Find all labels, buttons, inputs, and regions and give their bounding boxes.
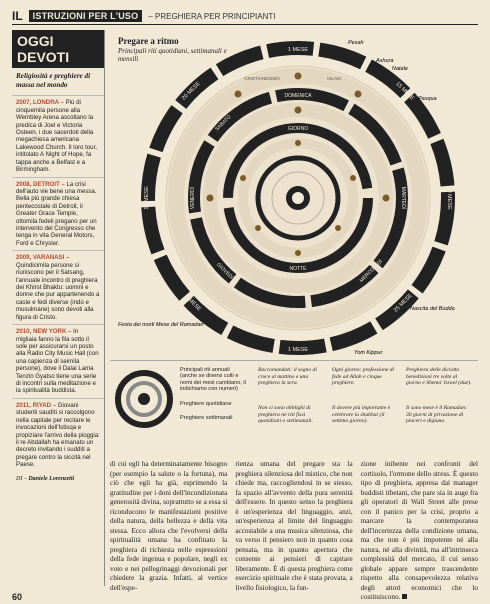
marker-icon [295,73,302,80]
entry-text: La crisi dell'auto vie bene una messa. Bella più grande chiesa pentecostale di Detroit, il Greater Grace Temple, ottomila fedeli pregano per un intervento del Congresso che tenga in vita General Motors, Ford e Chrysler. [16,180,97,247]
label-month-top-left: 20 MESE [180,80,202,102]
author-name: Daniele Lorenzetti [28,475,75,482]
label-month-left: 10 MESE [144,186,150,210]
entry-text: Giovani studenti saudìti si raccolgono nella capitale per recitare le invocazioni dell'Istisqa e propiziare l'arrivo della pioggia: il re Abdallah ha emanato un decreto invitando i sudditi a pregare contro la siccità nel Paese. [16,401,100,469]
annotation-natale: Natale [392,66,408,72]
legend-item: Preghiera delle diciotto benedizioni tre volte al giorno e Shema' Israel (due). [406,367,472,387]
subsection-label: – PREGHIERA PER PRINCIPIANTI [148,11,276,21]
legend [110,360,478,453]
marker-icon [295,107,302,114]
page-header [12,8,478,25]
marker-icon [355,91,362,98]
label-week-top-left: SABATO [214,114,233,133]
legend-label-annual: Principali riti annuali (anche se diversi culti e nomi dei mesi cambiano, li indichiamo con numeri) [180,367,246,393]
entry-city: 2008, DETROIT – [16,180,65,188]
magazine-logo: IL [12,9,23,23]
sidebar-title: OGGI DEVOTI [12,30,104,68]
sidebar [12,30,105,586]
end-mark-icon [402,594,407,599]
sidebar-entry [12,324,104,398]
marker-icon [207,195,214,202]
label-week-top: DOMENICA [284,93,312,99]
entry-city: 2011, RIYAD – [16,401,57,409]
marker-icon [350,175,356,181]
main-content [110,30,478,601]
label-day-top: GIORNO [287,126,309,132]
entry-text: Più di cinquemila persone alla Wembley Arena ascoltano la predica di Joel e Victoria Osteen, i due sacerdoti della megachiesa americana Lakewood Church. Il loro tour, intitolato A Night of Hope, fa tappa anche a Belfast e a Birmingham. [16,99,97,174]
author-byline [16,476,100,482]
marker-icon [383,195,390,202]
graphic-title: Pregare a ritmo [118,36,179,46]
label-day-bottom: NOTTE [289,266,307,272]
author-prefix: DI – [16,475,27,482]
sidebar-entry [12,177,104,251]
marker-icon [295,250,301,256]
label-month-bottom-left: 5 MESE [183,294,202,313]
legend-item: Il dovere più importante è celebrare la shabbat (il settimo giorno). [332,405,391,425]
annotation-ashura: Ashura [376,58,394,64]
label-month-top-right: 15 MESE [394,80,416,102]
annotation-pesah: Pesah [348,40,364,46]
sidebar-subtitle: Religiosità e preghiere di massa nel mondo [16,72,91,89]
article-column-3 [360,460,478,601]
entry-city: 2010, NEW YORK – [16,328,72,336]
entry-city: 2009, VARANASI – [16,254,70,262]
label-religion-b: ISLAM [327,76,341,81]
label-month-bottom: 1 MESE [287,347,309,353]
legend-item: Non ci sono obblighi di preghiera né riti fissi quotidiani o settimanali. [258,405,313,425]
entry-city: 2007, LONDRA – [16,99,64,107]
section-label: ISTRUZIONI PER L'USO [29,10,143,22]
page-number: 60 [12,592,23,602]
label-month-top: 1 MESE [287,47,309,53]
label-week-left: VENERDÌ [190,186,196,210]
label-week-right: MARTEDÌ [400,186,406,210]
annotation-nascita: Nascita del Budda [410,306,455,312]
annotation-pasqua: Pasqua [418,96,437,102]
legend-label-weekly: Preghiere settimanali [180,415,233,421]
marker-icon [235,91,242,98]
label-month-right: 30 MESE [446,186,452,210]
label-week-bottom-right: MERCOLEDÌ [358,258,384,284]
article-body [110,460,478,601]
article-column-2: rienza umana del pregare sta la preghiera silenziosa del mistico, che non chiede ma, raccogliendosi in se stesso, fa spazio all'avvento della pura serenità dell'essere. In questo senso la preghiera è un'esperienza del linguaggio, anzi, un'esperienza al limite del linguaggio accostabile a una musica silenziosa, che va verso il pensiero non in quanto cosa pensata, ma in quanto apertura che consente ai pensieri di capitare liberamente. È di questa preghiera come esercizio spirituale che è stata provata, a livello fisiologico, la fun- [235,460,353,592]
legend-item: Il sono mese è il Ramadan: 30 giorni di privazione di piaceri e digiuno. [406,405,468,425]
marker-icon [240,175,246,181]
entry-text: In migliaia fanno la fila sotto il sole per assicurarsi un posto alla Radio City Music Hall (con una capienza di seimila persone), dove il Dalai Lama Tenzin Gyatso tiene una serie di incontri sulla meditazione e la spiritualità buddista. [16,328,99,395]
sidebar-entry [12,398,104,472]
legend-ring-icon [114,369,174,429]
ritual-wheel-diagram [110,30,478,360]
entry-text: Quindicimila persone si riuniscono per il Satsang, l'annuale incontro di preghiera dei Khirst Bhaktu: uomini e donne che pur appartenendo a caste e fedi diverse (indù e musulmane) sono devoti alla figura di Cristo. [16,261,100,321]
marker-icon [335,225,341,231]
label-religion-a: CRISTIANESIMO [244,76,280,81]
marker-icon [295,140,301,146]
marker-icon [255,225,261,231]
legend-item: Ogni giorno: professione di fede ad Allah e cinque preghiere. [332,367,395,387]
label-week-bottom-left: GIOVEDÌ [215,261,235,281]
legend-item: Raccomandati: il segno di croce al mattino e una preghiera la sera. [258,367,317,387]
graphic-subtitle: Principali riti quotidiani, settimanali e mensili [118,47,227,64]
annotation-yom: Yom Kippur [354,350,383,356]
sidebar-entry [12,95,104,176]
annotation-festa: Festa dei morti Mese del Ramadan [118,322,204,328]
legend-label-daily: Preghiere quotidiane [180,401,232,407]
article-column-1: di cui egli ha determinatamente bisogno (per esempio la salute o la fortuna), ma ciò che egli ha già, esprimendo la gratitudine per i doni dell'incondizionata generosità divina, soprattutto se a essa si riconducono le manifestazioni positive della natura, della bellezza e della vita stessa. Ecco allora che l'evolversi della spiritualità umana ha confinato la preghiera di richiesta nelle espressioni della fede ingenua e popolare, negli ex voto e nei pellegrinaggi devozionali per chiedere la grazia. Infatti, al vertice dell'espe- [110,460,228,592]
center-dot [292,192,304,204]
sidebar-entry [12,250,104,324]
label-month-bottom-right: 25 MESE [392,292,414,314]
article-column-3-text: zione inibente nei confronti del cortisolo, l'ormone dello stress. È questo tipo di preghiera, appresa dai manager buddisti tibetani, che pare sia in auge fra gli operatori di Wall Street alle prese con il panico per la crisi, proprio a marcare la contemporanea dell'incertezza della condizione umana, ma che non è più impotente né alla natura, né alla divinità, ma all'intrinseca complessità del mercato, il cui senso globale appare sempre trascendente rispetto alla consapevolezza relativa degli attori economici che lo costituiscono. [360,460,478,601]
